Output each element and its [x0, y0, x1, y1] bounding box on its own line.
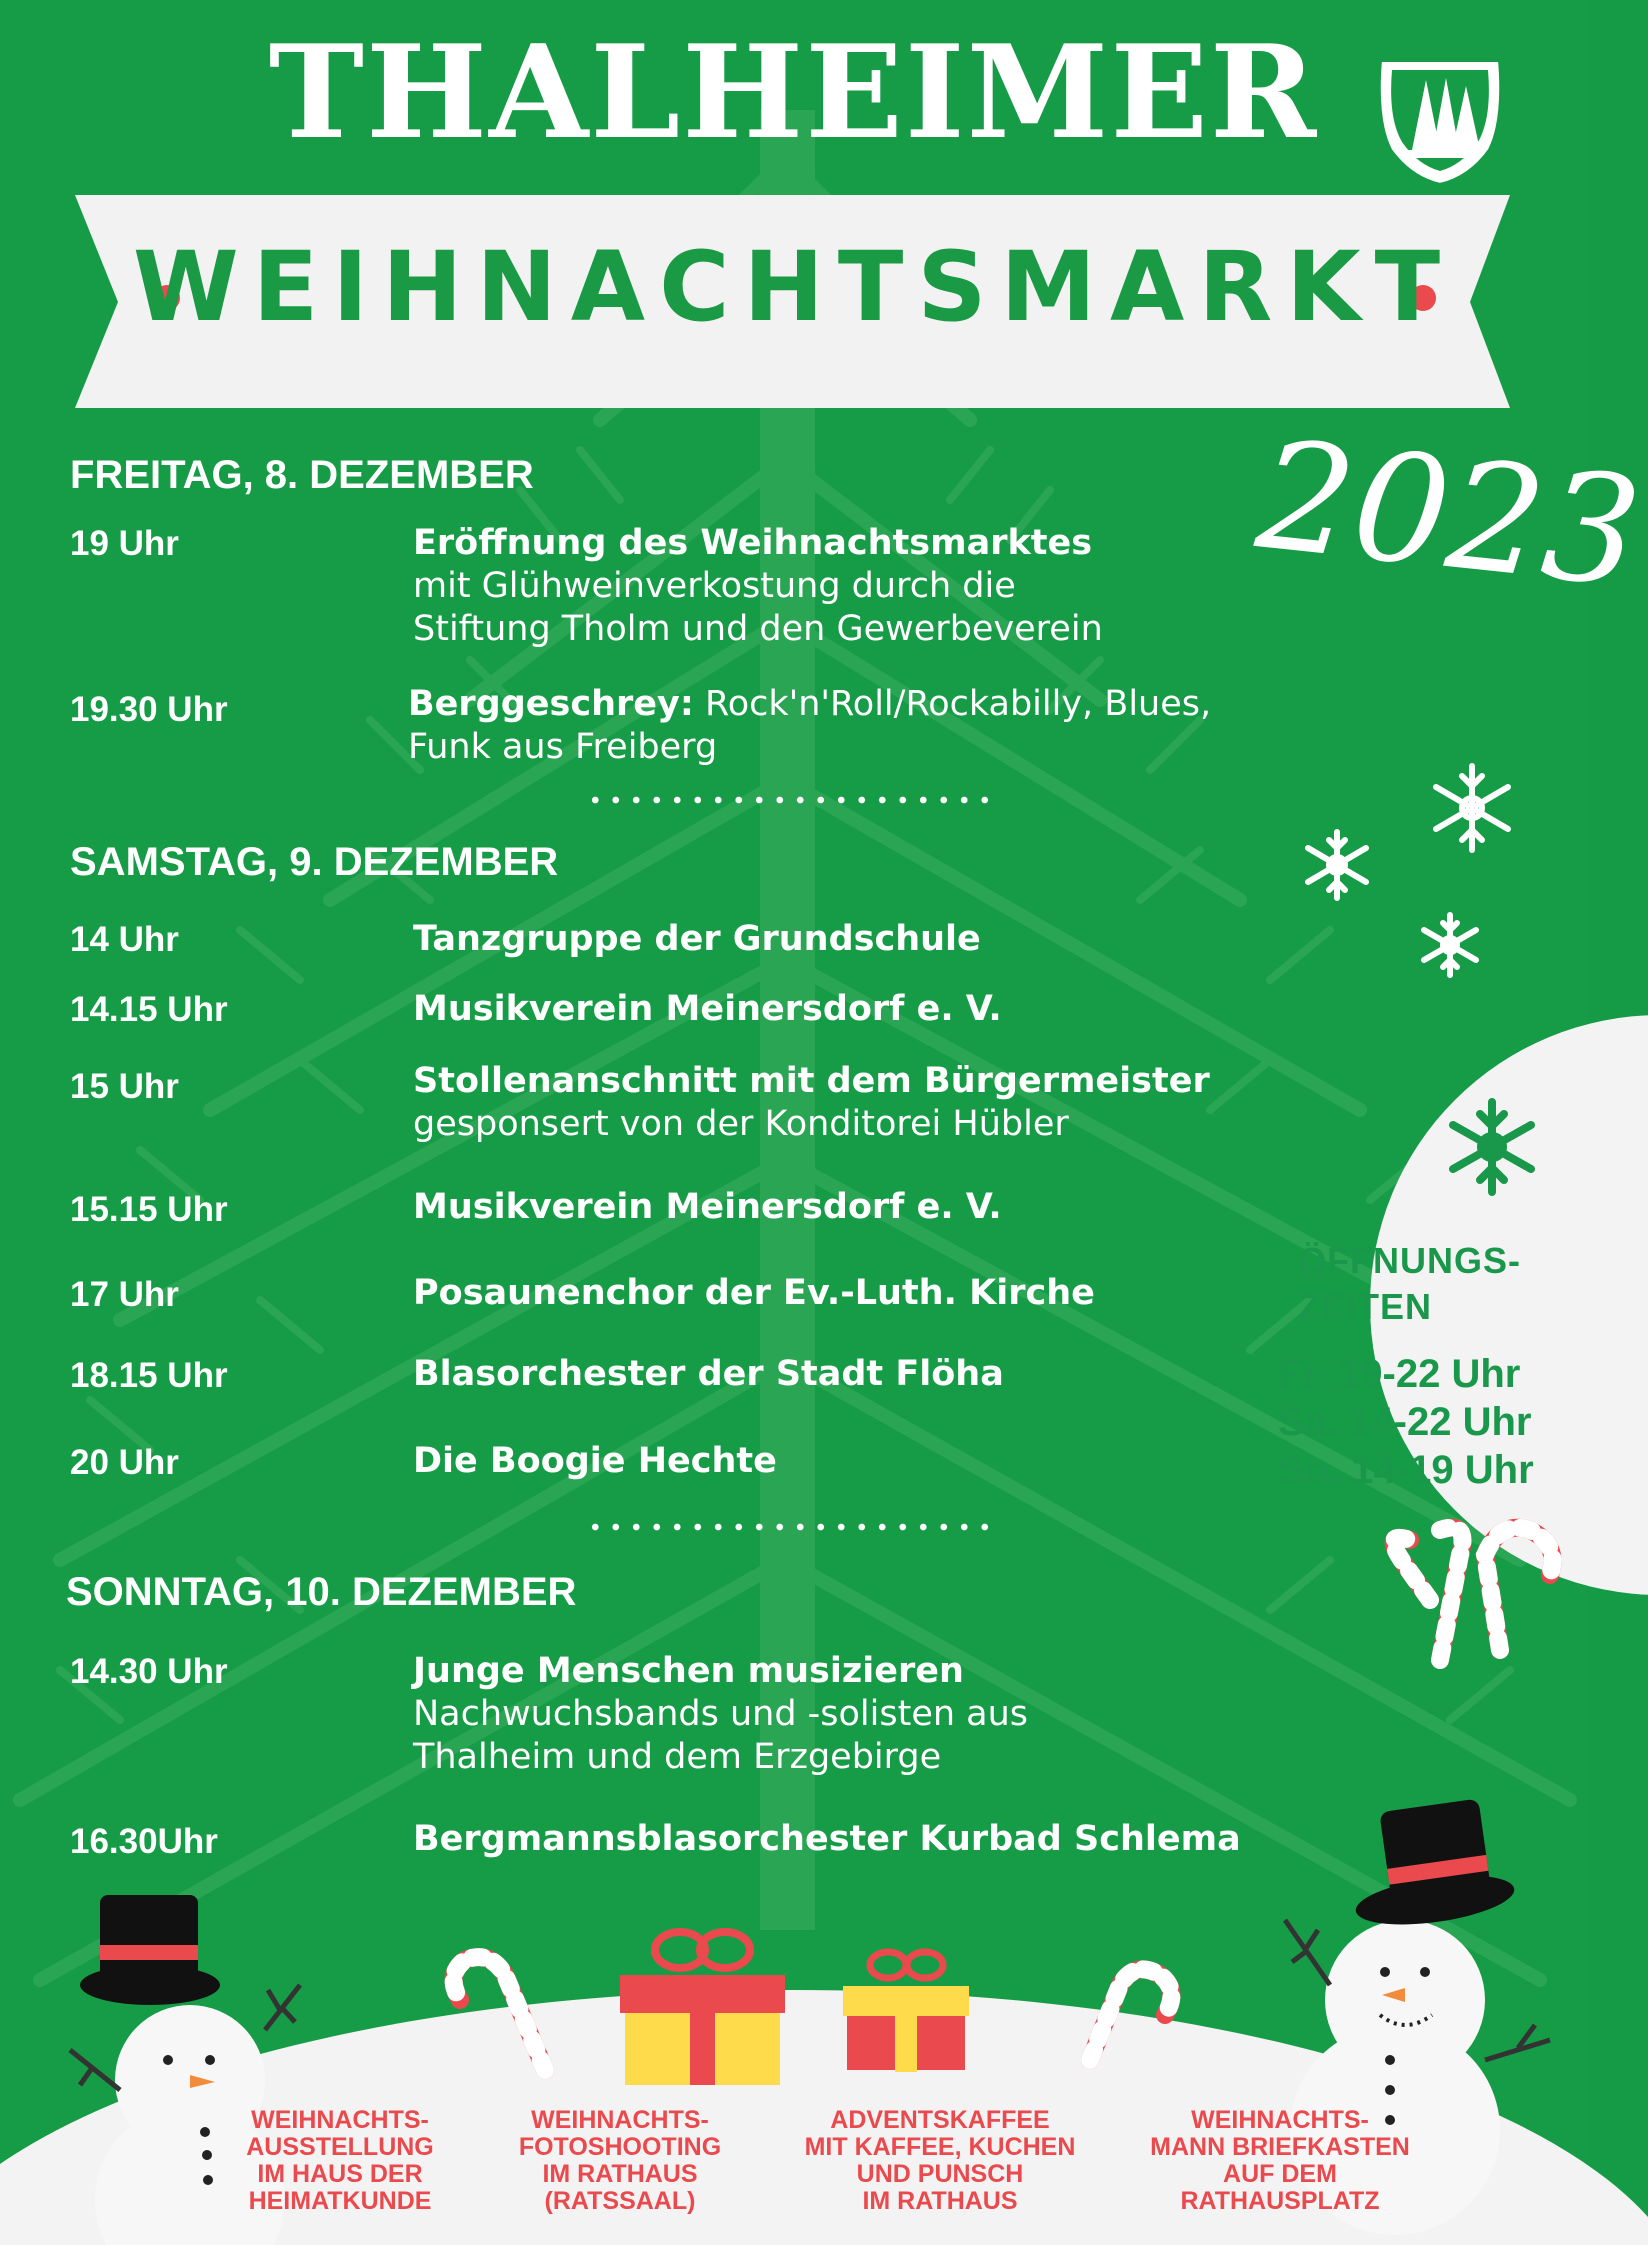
opening-hours-line: Sa. 14-22 Uhr [1278, 1400, 1532, 1444]
event-title: Eröffnung des Weihnachtsmarktes [413, 523, 1093, 563]
event-description [413, 1818, 1241, 1861]
event-time: 20 Uhr [70, 1443, 179, 1482]
footer-item [1120, 2107, 1440, 2215]
footer-item-line: IM RATHAUS [862, 2187, 1018, 2215]
footer-item [780, 2107, 1100, 2215]
event-title: Berggeschrey: [408, 684, 694, 724]
day-heading: SAMSTAG, 9. DEZEMBER [70, 840, 559, 884]
footer-item [205, 2107, 475, 2215]
event-description [413, 1440, 777, 1483]
event-time: 19.30 Uhr [70, 690, 228, 729]
event-title: Die Boogie Hechte [413, 1441, 777, 1481]
event-time: 15.15 Uhr [70, 1190, 228, 1229]
event-description [413, 1186, 1002, 1229]
footer-item-line: AUF DEM [1223, 2160, 1337, 2188]
event-title-row [408, 683, 1211, 726]
event-title: Musikverein Meinersdorf e. V. [413, 1187, 1002, 1227]
day-heading: FREITAG, 8. DEZEMBER [70, 453, 534, 497]
event-time: 16.30Uhr [70, 1822, 218, 1861]
event-time: 15 Uhr [70, 1067, 179, 1106]
event-description [413, 1650, 1028, 1779]
footer-item-line: MANN BRIEFKASTEN [1150, 2133, 1410, 2161]
event-description [413, 522, 1103, 651]
footer-item-line: AUSSTELLUNG [246, 2133, 434, 2161]
opening-hours-line: So. 14-19 Uhr [1278, 1448, 1534, 1492]
snowflake-icon [1308, 766, 1508, 975]
footer-item-line: WEIHNACHTS- [1191, 2106, 1369, 2134]
footer-item-line: IM RATHAUS [542, 2160, 698, 2188]
event-time: 18.15 Uhr [70, 1356, 228, 1395]
footer-item-line: MIT KAFFEE, KUCHEN [804, 2133, 1076, 2161]
event-description [413, 1353, 1004, 1396]
footer-item-line: WEIHNACHTS- [251, 2106, 429, 2134]
footer-item-line: UND PUNSCH [856, 2160, 1024, 2188]
footer-item [480, 2107, 760, 2215]
event-title: Bergmannsblasorchester Kurbad Schlema [413, 1819, 1241, 1859]
opening-hours-title-line: ÖFFNUNGS- [1298, 1240, 1521, 1281]
footer-item-line: RATHAUSPLATZ [1180, 2187, 1380, 2215]
event-time: 14 Uhr [70, 920, 179, 959]
gift-box-icon [620, 1932, 785, 2085]
event-description [413, 1060, 1210, 1146]
event-title: Musikverein Meinersdorf e. V. [413, 989, 1002, 1029]
opening-hours-title [1298, 1238, 1521, 1330]
event-description [413, 1272, 1095, 1315]
event-description [408, 683, 1211, 769]
event-title: Junge Menschen musizieren [413, 1651, 964, 1691]
event-title: Blasorchester der Stadt Flöha [413, 1354, 1004, 1394]
page-title: THALHEIMER [268, 18, 1319, 168]
footer-item-line: (RATSSAAL) [544, 2187, 696, 2215]
dotted-divider [585, 1522, 995, 1532]
event-title: Stollenanschnitt mit dem Bürgermeister [413, 1061, 1210, 1101]
opening-hours-line: Fr. 19-22 Uhr [1278, 1352, 1521, 1396]
event-detail: Nachwuchsbands und -solisten aus [413, 1694, 1029, 1734]
footer-item-line: WEIHNACHTS- [531, 2106, 709, 2134]
event-detail: Funk aus Freiberg [408, 727, 718, 767]
event-time: 14.30 Uhr [70, 1652, 228, 1691]
day-heading: SONNTAG, 10. DEZEMBER [66, 1570, 577, 1614]
dotted-divider [585, 795, 995, 805]
event-description [413, 988, 1002, 1031]
event-time: 19 Uhr [70, 524, 179, 563]
footer-item-line: FOTOSHOOTING [518, 2133, 722, 2161]
event-title-rest: Rock'n'Roll/Rockabilly, Blues, [693, 684, 1212, 724]
event-title: Tanzgruppe der Grundschule [413, 919, 981, 959]
footer-item-line: ADVENTSKAFFEE [830, 2106, 1050, 2134]
event-time: 14.15 Uhr [70, 990, 228, 1029]
event-title: Posaunenchor der Ev.-Luth. Kirche [413, 1273, 1095, 1313]
event-time: 17 Uhr [70, 1275, 179, 1314]
gift-box-icon [843, 1952, 969, 2072]
opening-hours-title-line: ZEITEN [1298, 1286, 1433, 1327]
footer-item-line: HEIMATKUNDE [248, 2187, 432, 2215]
event-description [413, 918, 981, 961]
event-detail: gesponsert von der Konditorei Hübler [413, 1104, 1069, 1144]
event-detail: Thalheim und dem Erzgebirge [413, 1737, 942, 1777]
year-label: 2023 [1249, 408, 1648, 622]
banner-title: WEIHNACHTSMARKT [132, 231, 1455, 343]
footer-item-line: IM HAUS DER [257, 2160, 423, 2188]
event-detail: mit Glühweinverkostung durch die [413, 566, 1016, 606]
event-detail: Stiftung Tholm und den Gewerbeverein [413, 609, 1103, 649]
